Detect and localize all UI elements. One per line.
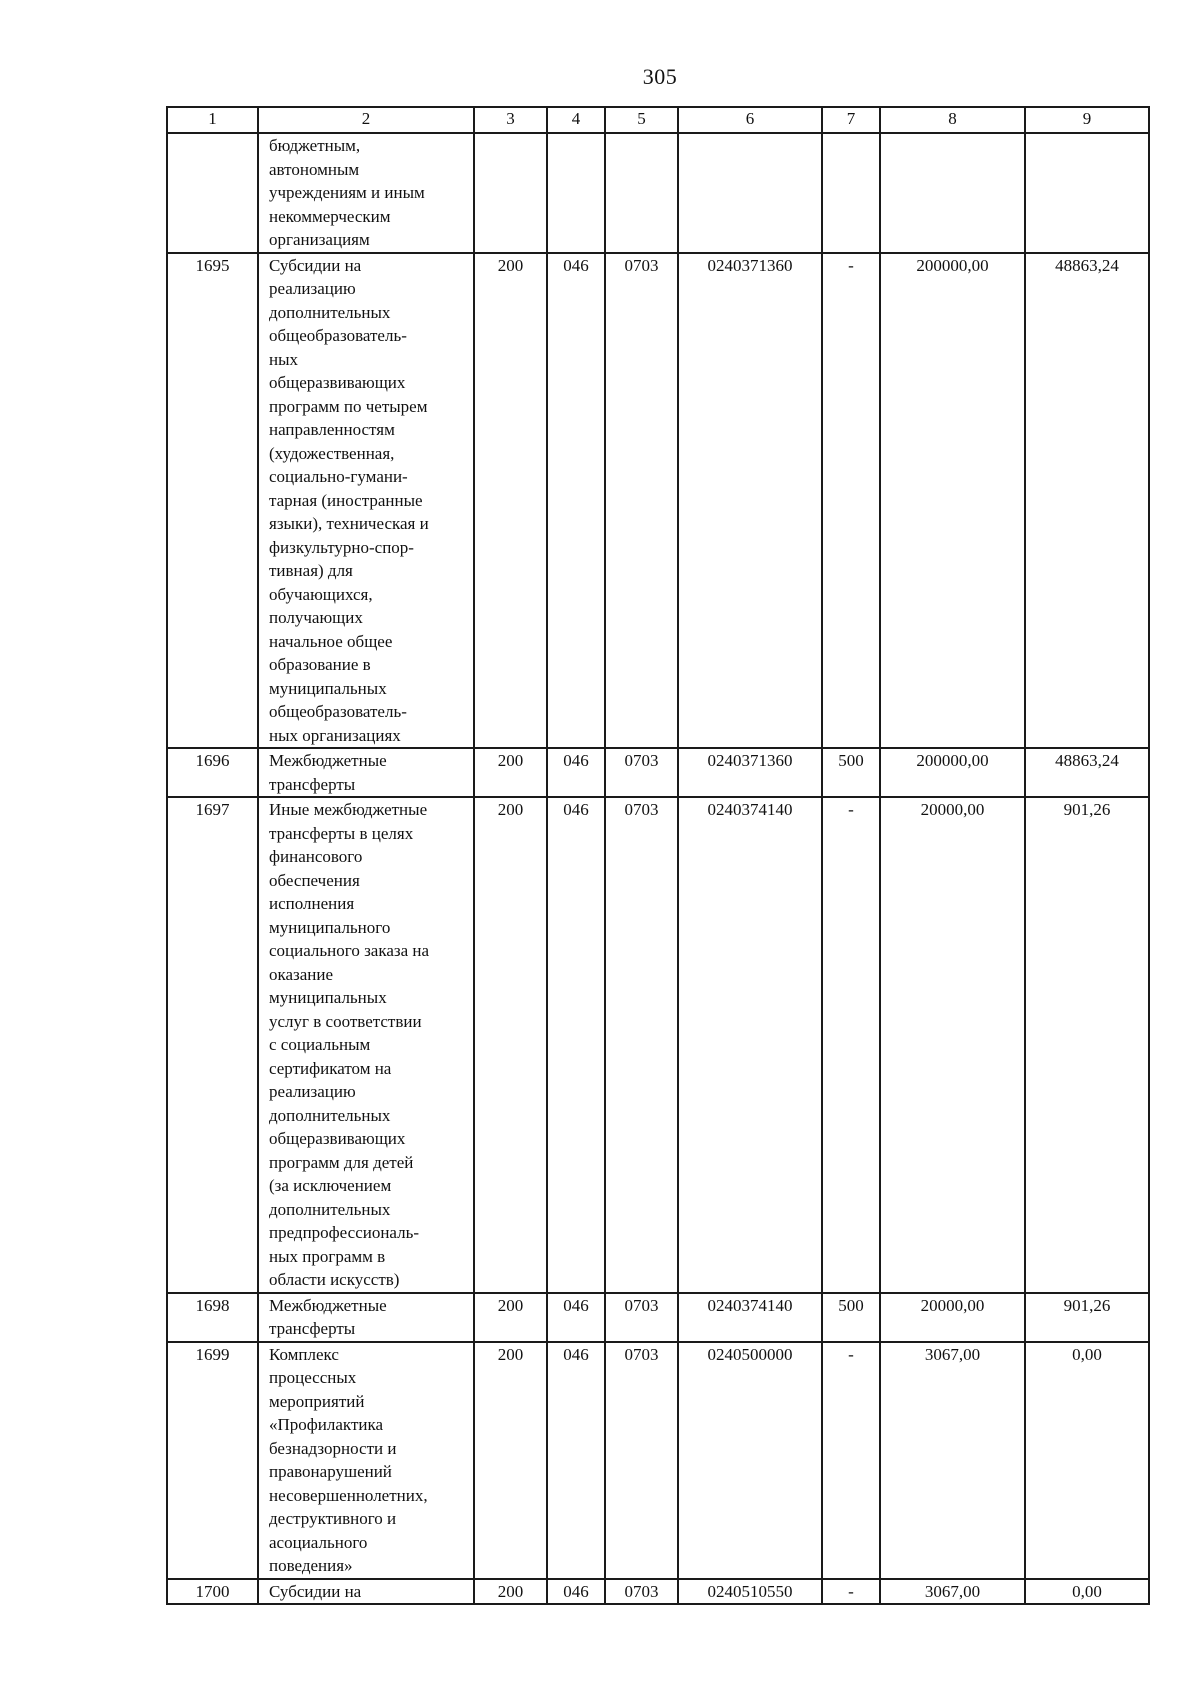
table-row <box>167 797 1149 1293</box>
description-line: некоммерческим <box>269 206 391 226</box>
description-line: муниципальных <box>269 988 387 1007</box>
table-row <box>167 133 1149 253</box>
planned-amount-cell: 20000,00 <box>880 797 1025 1293</box>
executed-amount-cell: 901,26 <box>1025 1293 1149 1342</box>
kvsr-cell: 200 <box>474 797 547 1293</box>
target-article-cell: 0240371360 <box>678 748 822 797</box>
row-description <box>258 1293 474 1342</box>
description-line: правонарушений <box>269 1462 392 1481</box>
column-header-9: 9 <box>1025 107 1149 133</box>
description-line: трансферты в целях <box>269 823 414 843</box>
executed-amount-cell: 0,00 <box>1025 1579 1149 1605</box>
row-description <box>258 748 474 797</box>
executed-amount-cell <box>1025 133 1149 253</box>
description-line: муниципальных <box>269 678 387 698</box>
page-number: 305 <box>642 64 678 89</box>
row-description <box>258 797 474 1293</box>
section-cell: 046 <box>547 797 605 1293</box>
description-line: дополнительных <box>269 1105 391 1125</box>
description-line: деструктивного и <box>269 1509 397 1528</box>
planned-amount-cell: 20000,00 <box>880 1293 1025 1342</box>
description-line: ных <box>269 349 299 369</box>
description-line: «Профилактика <box>269 1415 384 1434</box>
budget-table <box>166 106 1150 1605</box>
subsection-cell <box>605 133 678 253</box>
description-line: дополнительных <box>269 302 391 322</box>
table-row <box>167 1579 1149 1605</box>
target-article-cell: 0240374140 <box>678 797 822 1293</box>
description-line: направленностям <box>269 420 395 439</box>
section-cell: 046 <box>547 253 605 749</box>
section-cell <box>547 133 605 253</box>
section-cell: 046 <box>547 1342 605 1579</box>
description-line: общеразвивающих <box>269 1129 406 1148</box>
description-line: обучающихся, <box>269 584 373 604</box>
expense-type-cell <box>822 133 880 253</box>
kvsr-cell <box>474 133 547 253</box>
description-line: трансферты <box>269 774 356 794</box>
description-line: общеобразователь- <box>269 326 407 345</box>
description-line: трансферты <box>269 1319 356 1338</box>
row-number: 1700 <box>167 1579 258 1605</box>
executed-amount-cell: 48863,24 <box>1025 748 1149 797</box>
column-header-6: 6 <box>678 107 822 133</box>
planned-amount-cell: 3067,00 <box>880 1342 1025 1579</box>
description-line: социального заказа на <box>269 941 430 960</box>
description-line: области искусств) <box>269 1270 400 1289</box>
target-article-cell: 0240510550 <box>678 1579 822 1605</box>
executed-amount-cell: 901,26 <box>1025 797 1149 1293</box>
description-line: безнадзорности и <box>269 1438 397 1458</box>
description-line: программ для детей <box>269 1152 414 1172</box>
row-number: 1698 <box>167 1293 258 1342</box>
description-line: социально-гумани- <box>269 467 408 486</box>
description-line: общеразвивающих <box>269 373 406 392</box>
description-line: муниципального <box>269 917 391 937</box>
description-line: с социальным <box>269 1035 371 1054</box>
section-cell: 046 <box>547 1579 605 1605</box>
planned-amount-cell: 200000,00 <box>880 748 1025 797</box>
description-line: дополнительных <box>269 1199 391 1219</box>
description-line: предпрофессиональ- <box>269 1223 420 1242</box>
column-header-4: 4 <box>547 107 605 133</box>
description-line: начальное общее <box>269 631 393 651</box>
column-header-5: 5 <box>605 107 678 133</box>
subsection-cell: 0703 <box>605 253 678 749</box>
column-header-3: 3 <box>474 107 547 133</box>
description-line: получающих <box>269 608 363 627</box>
kvsr-cell: 200 <box>474 1579 547 1605</box>
description-line: (художественная, <box>269 443 395 463</box>
row-number: 1695 <box>167 253 258 749</box>
table-row <box>167 1342 1149 1579</box>
description-line: тарная (иностранные <box>269 490 423 510</box>
description-line: Субсидии на <box>269 255 362 275</box>
description-line: языки), техническая и <box>269 514 429 533</box>
expense-type-cell: - <box>822 253 880 749</box>
column-header-1: 1 <box>167 107 258 133</box>
target-article-cell: 0240500000 <box>678 1342 822 1579</box>
planned-amount-cell: 200000,00 <box>880 253 1025 749</box>
description-line: процессных <box>269 1368 357 1387</box>
subsection-cell: 0703 <box>605 1293 678 1342</box>
expense-type-cell: - <box>822 1342 880 1579</box>
subsection-cell: 0703 <box>605 748 678 797</box>
kvsr-cell: 200 <box>474 1342 547 1579</box>
description-line: ных программ в <box>269 1246 386 1266</box>
description-line: тивная) для <box>269 561 353 580</box>
subsection-cell: 0703 <box>605 1579 678 1605</box>
row-number: 1697 <box>167 797 258 1293</box>
description-line: реализацию <box>269 1082 356 1101</box>
description-line: (за исключением <box>269 1176 392 1195</box>
description-line: физкультурно-спор- <box>269 537 414 557</box>
kvsr-cell: 200 <box>474 253 547 749</box>
description-line: обеспечения <box>269 870 360 890</box>
description-line: Комплекс <box>269 1344 339 1364</box>
description-line: финансового <box>269 847 363 866</box>
target-article-cell <box>678 133 822 253</box>
description-line: несовершеннолетних, <box>269 1485 428 1505</box>
planned-amount-cell <box>880 133 1025 253</box>
column-header-7: 7 <box>822 107 880 133</box>
kvsr-cell: 200 <box>474 1293 547 1342</box>
description-line: реализацию <box>269 279 356 298</box>
table-body <box>167 133 1149 1604</box>
expense-type-cell: - <box>822 1579 880 1605</box>
table-row <box>167 253 1149 749</box>
description-line: сертификатом на <box>269 1058 392 1078</box>
row-description <box>258 1579 474 1605</box>
target-article-cell: 0240371360 <box>678 253 822 749</box>
description-line: программ по четырем <box>269 396 428 416</box>
description-line: исполнения <box>269 894 355 913</box>
section-cell: 046 <box>547 748 605 797</box>
description-line: асоциального <box>269 1532 368 1552</box>
subsection-cell: 0703 <box>605 1342 678 1579</box>
expense-type-cell: 500 <box>822 1293 880 1342</box>
description-line: Межбюджетные <box>269 1295 387 1315</box>
header-row <box>167 107 1149 133</box>
description-line: общеобразователь- <box>269 702 407 721</box>
row-number: 1699 <box>167 1342 258 1579</box>
description-line: Иные межбюджетные <box>269 800 428 819</box>
description-line: услуг в соответствии <box>269 1011 422 1031</box>
section-cell: 046 <box>547 1293 605 1342</box>
target-article-cell: 0240374140 <box>678 1293 822 1342</box>
column-header-8: 8 <box>880 107 1025 133</box>
row-number <box>167 133 258 253</box>
description-line: мероприятий <box>269 1391 365 1411</box>
column-header-2: 2 <box>258 107 474 133</box>
subsection-cell: 0703 <box>605 797 678 1293</box>
description-line: Межбюджетные <box>269 751 387 770</box>
executed-amount-cell: 48863,24 <box>1025 253 1149 749</box>
row-description <box>258 1342 474 1579</box>
table-row <box>167 1293 1149 1342</box>
executed-amount-cell: 0,00 <box>1025 1342 1149 1579</box>
row-number: 1696 <box>167 748 258 797</box>
description-line: ных организациях <box>269 725 401 745</box>
row-description <box>258 133 474 253</box>
table-row <box>167 748 1149 797</box>
description-line: бюджетным, <box>269 136 361 155</box>
description-line: оказание <box>269 964 334 984</box>
row-description <box>258 253 474 749</box>
expense-type-cell: - <box>822 797 880 1293</box>
kvsr-cell: 200 <box>474 748 547 797</box>
description-line: учреждениям и иным <box>269 183 425 202</box>
description-line: организациям <box>269 230 370 249</box>
expense-type-cell: 500 <box>822 748 880 797</box>
planned-amount-cell: 3067,00 <box>880 1579 1025 1605</box>
description-line: поведения» <box>269 1556 353 1575</box>
description-line: автономным <box>269 159 360 179</box>
description-line: образование в <box>269 655 371 674</box>
description-line: Субсидии на <box>269 1581 362 1601</box>
